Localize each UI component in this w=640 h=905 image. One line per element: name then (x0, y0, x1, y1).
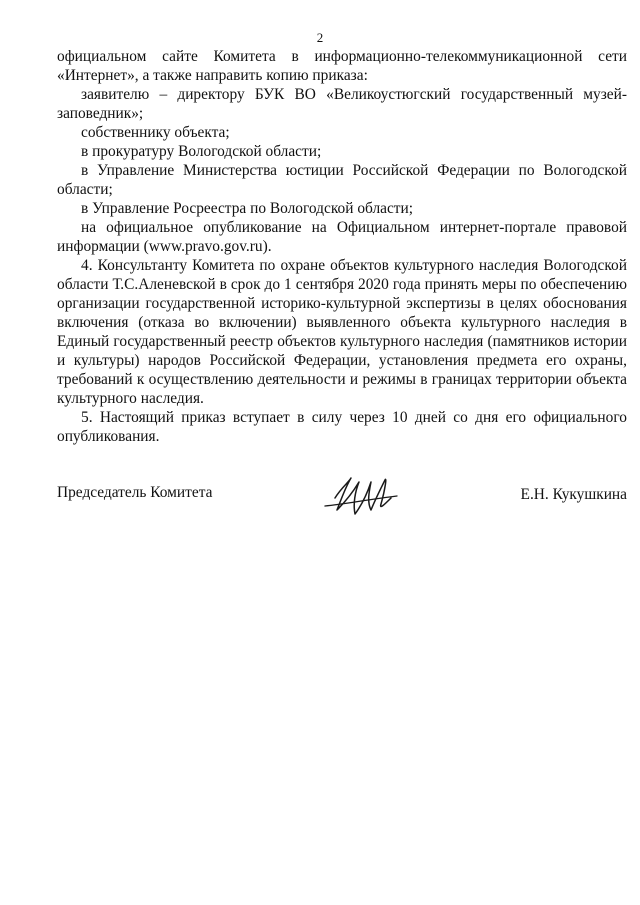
paragraph-item-5: 5. Настоящий приказ вступает в силу через 10 дней со дня его официального опубликования. (57, 409, 627, 445)
signatory-name: Е.Н. Кукушкина (520, 486, 627, 503)
handwritten-signature (315, 470, 405, 520)
paragraph-rosreestr: в Управление Росреестра по Вологодской области; (81, 200, 414, 217)
paragraph-item-4: 4. Консультанту Комитета по охране объектов культурного наследия Вологодской области Т.С.Аленевской в срок до 1 сентября 2020 года принять меры по обеспечению организации государственной историко-культурной экспертизы в целях обоснования включения (отказа во включении) выявленного объекта культурного наследия в Единый государственный реестр объектов культурного наследия (памятников истории и культуры) народов Российской Федерации, установления предмета его охраны, требований к осуществлению деятельности и режимы в границах территории объекта культурного наследия. (57, 257, 627, 407)
page-number: 2 (316, 30, 324, 45)
paragraph-justice-ministry: в Управление Министерства юстиции Российской Федерации по Вологодской области; (57, 162, 627, 198)
document-body (57, 47, 627, 446)
paragraph-official-publication: на официальное опубликование на Официальном интернет-портале правовой информации (www.pravo.gov.ru). (57, 219, 627, 255)
signature-block (57, 470, 627, 530)
paragraph-owner: собственнику объекта; (81, 124, 230, 141)
paragraph-applicant: заявителю – директору БУК ВО «Великоустюгский государственный музей-заповедник»; (57, 86, 627, 122)
paragraph-prosecutor: в прокуратуру Вологодской области; (81, 143, 322, 160)
signatory-title: Председатель Комитета (57, 484, 213, 501)
paragraph-publication: официальном сайте Комитета в информационно-телекоммуникационной сети «Интернет», а также направить копию приказа: (57, 48, 627, 84)
